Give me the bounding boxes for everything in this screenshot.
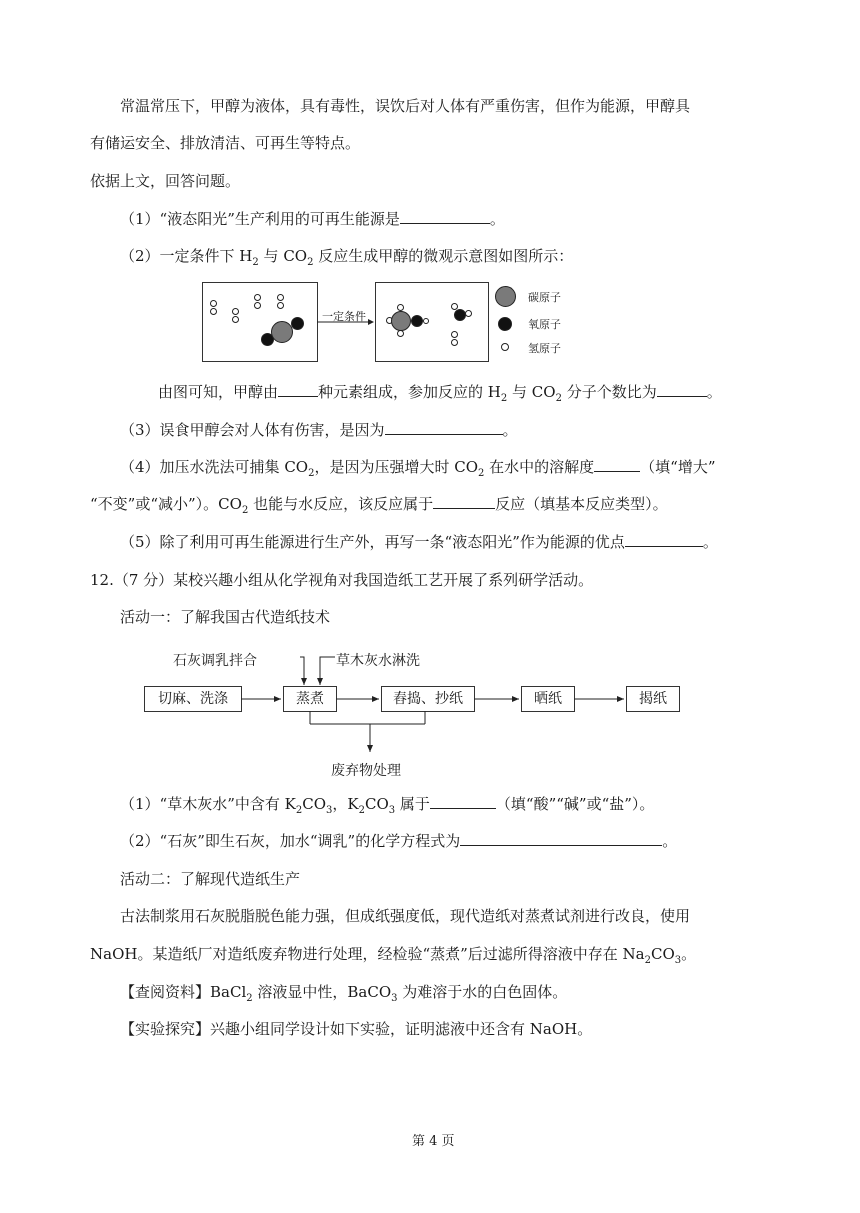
flow-step-2: 蒸煮 [283, 686, 337, 712]
answer-blank[interactable] [278, 382, 318, 397]
reference-info: 【查阅资料】BaCl$_2$ 溶液显中性，BaCO$_3$ 为难溶于水的白色固体。 [120, 983, 568, 1004]
question-11-4-line-1: （4）加压水洗法可捕集 $CO_2$，是因为压强增大时 $CO_2$ 在水中的溶解度 （填“增大” [120, 458, 716, 479]
hydrogen-atom [232, 316, 239, 323]
activity-2-text-1: 古法制浆用石灰脱脂脱色能力强，但成纸强度低，现代造纸对蒸煮试剂进行改良，使用 [120, 907, 691, 925]
question-12-header: 12.（7 分）某校兴趣小组从化学视角对我国造纸工艺开展了系列研学活动。 [90, 571, 594, 589]
legend-oxygen: 氧原子 [528, 318, 561, 331]
page-number: 第 4 页 [412, 1134, 455, 1149]
flow-step-3: 舂捣、抄纸 [381, 686, 475, 712]
question-12-1: （1）“草木灰水”中含有 $K_2CO_3$，$K_2CO_3$ 属于 （填“酸”“碱”或“盐”）。 [120, 795, 655, 816]
hydrogen-atom [254, 302, 261, 309]
condition-label: 一定条件 [322, 310, 366, 323]
reaction-arrow-icon [316, 318, 376, 326]
hydrogen-atom [451, 339, 458, 346]
product-box [375, 282, 489, 362]
flow-step-5: 揭纸 [626, 686, 680, 712]
hydrogen-atom [465, 310, 472, 317]
hydrogen-atom [397, 330, 404, 337]
hydrogen-atom [210, 308, 217, 315]
carbon-atom [271, 321, 293, 343]
legend-hydrogen: 氢原子 [528, 342, 561, 355]
answer-blank[interactable] [625, 532, 703, 547]
hydrogen-atom [232, 308, 239, 315]
flow-input-lime: 石灰调乳拌合 [173, 653, 257, 669]
oxygen-atom [454, 309, 466, 321]
carbon-atom [391, 311, 411, 331]
hydrogen-atom [210, 300, 217, 307]
hydrogen-atom [423, 318, 429, 324]
question-11-2: （2）一定条件下 $H_2$ 与 $CO_2$ 反应生成甲醇的微观示意图如图所示： [120, 247, 574, 268]
carbon-legend-icon [495, 286, 516, 307]
hydrogen-atom [277, 302, 284, 309]
activity-2-title: 活动二：了解现代造纸生产 [120, 870, 301, 888]
hydrogen-atom [397, 304, 404, 311]
oxygen-atom [411, 315, 423, 327]
oxygen-legend-icon [498, 317, 512, 331]
oxygen-atom [291, 317, 304, 330]
question-11-3: （3）误食甲醇会对人体有伤害，是因为 。 [120, 421, 518, 439]
hydrogen-atom [254, 294, 261, 301]
flow-arrows-icon [140, 640, 700, 760]
flow-step-1: 切麻、洗涤 [144, 686, 242, 712]
intro-text: 依据上文，回答问题。 [90, 172, 241, 190]
flow-waste: 废弃物处理 [331, 763, 401, 779]
answer-blank[interactable] [430, 794, 496, 809]
answer-blank[interactable] [433, 494, 495, 509]
reactant-box [202, 282, 318, 362]
legend-carbon: 碳原子 [528, 291, 561, 304]
question-12-2: （2）“石灰”即生石灰，加水“调乳”的化学方程式为 。 [120, 832, 678, 850]
answer-blank[interactable] [400, 209, 490, 224]
answer-blank[interactable] [657, 382, 707, 397]
question-11-5: （5）除了利用可再生能源进行生产外，再写一条“液态阳光”作为能源的优点 。 [120, 533, 718, 551]
hydrogen-atom [277, 294, 284, 301]
activity-2-text-2: NaOH。某造纸厂对造纸废弃物进行处理，经检验“蒸煮”后过滤所得溶液中存在 $Na_2CO_3$。 [90, 945, 697, 966]
hydrogen-atom [451, 331, 458, 338]
experiment-intro: 【实验探究】兴趣小组同学设计如下实验，证明滤液中还含有 NaOH。 [120, 1020, 593, 1038]
answer-blank[interactable] [594, 457, 640, 472]
paragraph-line-2: 有储运安全、排放清洁、可再生等特点。 [90, 134, 361, 152]
question-11-1: （1）“液态阳光”生产利用的可再生能源是 。 [120, 210, 505, 228]
flow-step-4: 晒纸 [521, 686, 575, 712]
answer-blank[interactable] [460, 831, 662, 846]
hydrogen-legend-icon [501, 343, 509, 351]
answer-blank[interactable] [385, 420, 503, 435]
diagram-question: 由图可知，甲醇由 种元素组成，参加反应的 $H_2$ 与 $CO_2$ 分子个数比为 。 [158, 383, 722, 404]
activity-1-title: 活动一：了解我国古代造纸技术 [120, 608, 331, 626]
question-11-4-line-2: “不变”或“减小”）。$CO_2$ 也能与水反应，该反应属于 反应（填基本反应类型）。 [90, 495, 668, 516]
flow-input-ash-water: 草木灰水淋洗 [336, 653, 420, 669]
paragraph-line-1: 常温常压下，甲醇为液体，具有毒性，误饮后对人体有严重伤害，但作为能源，甲醇具 [120, 97, 691, 115]
